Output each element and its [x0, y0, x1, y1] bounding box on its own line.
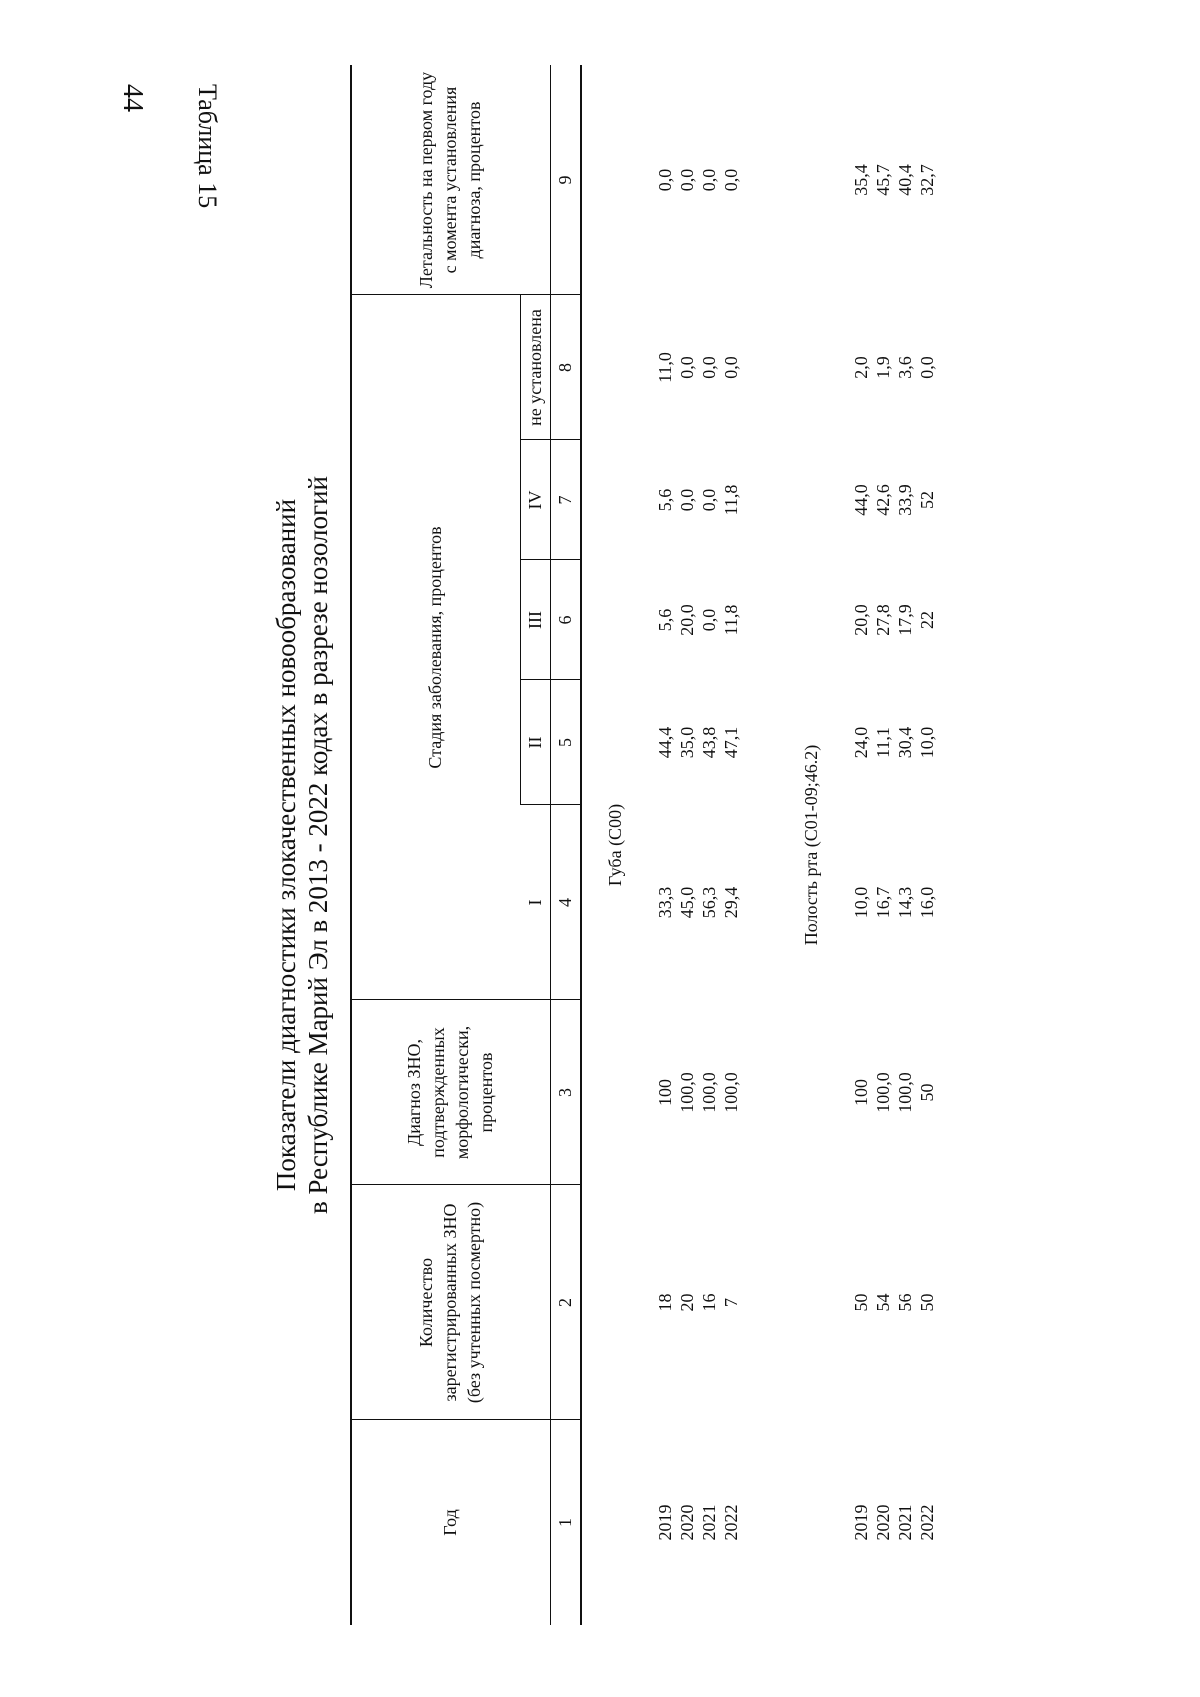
stage-III-cell: 20,0 — [677, 604, 697, 636]
stage-II-cell: 11,1 — [873, 727, 893, 758]
stage-I-cell: 45,0 — [677, 886, 697, 919]
stage-IV-cell: 0,0 — [699, 488, 719, 512]
stage-III-cell: 27,8 — [873, 604, 893, 636]
stage-IV-cell: 11,8 — [721, 484, 741, 516]
year-cell: 2019 — [655, 1504, 675, 1541]
table-label: Таблица 15 — [193, 84, 222, 209]
morph-cell: 100,0 — [873, 1072, 893, 1113]
table-cell — [654, 680, 742, 805]
morph-cell: 100 — [851, 1079, 871, 1106]
stage-IV-cell: 5,6 — [655, 488, 675, 512]
header-stage: Стадия заболевания, процентов — [425, 526, 445, 769]
stage-unknown-cell: 3,6 — [895, 356, 915, 379]
header-year: Год — [440, 1509, 460, 1536]
registered-cell: 56 — [895, 1293, 915, 1312]
table-cell — [850, 295, 938, 440]
year-cell: 2020 — [873, 1504, 893, 1541]
stage-II-cell: 43,8 — [699, 726, 719, 759]
page-title — [270, 65, 334, 1625]
lethality-cell: 32,7 — [917, 164, 937, 196]
stage-unknown-cell: 0,0 — [677, 356, 697, 379]
stage-unknown-cell: 2,0 — [851, 356, 871, 379]
morph-cell: 100,0 — [677, 1072, 697, 1113]
table-cell — [654, 65, 742, 295]
stage-unknown-cell: 1,9 — [873, 356, 893, 379]
table-cell — [654, 295, 742, 440]
col-number-6: 6 — [555, 615, 575, 625]
lethality-cell: 35,4 — [851, 164, 871, 196]
header-stage-IV: IV — [525, 490, 545, 510]
header-registered: Количество зарегистрированных ЗНО (без учтенных посмертно) — [416, 1201, 484, 1404]
title-line-2: в Республике Марий Эл в 2013 - 2022 кодах в разрезе нозологий — [303, 476, 333, 1214]
lethality-cell: 45,7 — [873, 164, 893, 196]
stage-III-cell: 0,0 — [699, 608, 719, 632]
stage-IV-cell: 33,9 — [895, 484, 915, 516]
stage-I-cell: 29,4 — [721, 886, 741, 919]
registered-cell: 7 — [721, 1298, 741, 1307]
lethality-cell: 40,4 — [895, 164, 915, 196]
stage-unknown-cell: 11,0 — [655, 352, 675, 383]
morph-cell: 50 — [917, 1083, 937, 1102]
table-cell — [850, 1185, 938, 1420]
stage-III-cell: 17,9 — [895, 604, 915, 636]
table-cell — [654, 1420, 742, 1625]
year-cell: 2022 — [917, 1504, 937, 1541]
header-stage-III: III — [525, 611, 545, 629]
col-number-8: 8 — [555, 363, 575, 372]
stage-IV-cell: 52 — [917, 491, 937, 509]
morph-cell: 100 — [655, 1079, 675, 1106]
year-cell: 2019 — [851, 1504, 871, 1541]
stage-III-cell: 5,6 — [655, 608, 675, 632]
registered-cell: 18 — [655, 1293, 675, 1312]
stage-I-cell: 16,0 — [917, 886, 937, 919]
morph-cell: 100,0 — [721, 1072, 741, 1113]
table-cell — [654, 805, 742, 1000]
stage-II-cell: 10,0 — [917, 726, 937, 759]
morph-cell: 100,0 — [895, 1072, 915, 1113]
year-cell: 2021 — [895, 1504, 915, 1541]
table-cell — [654, 1185, 742, 1420]
header-morphological: Диагноз ЗНО, подтвержденных морфологически, процентов — [404, 1025, 496, 1160]
stage-II-cell: 30,4 — [895, 726, 915, 759]
section-title-oral-cavity: Полость рта (С01-09;46.2) — [801, 744, 821, 946]
registered-cell: 20 — [677, 1293, 697, 1312]
lethality-cell: 0,0 — [655, 168, 675, 192]
stage-III-cell: 22 — [917, 611, 937, 629]
table-cell — [654, 440, 742, 560]
registered-cell: 50 — [917, 1293, 937, 1312]
table-cell — [654, 560, 742, 680]
registered-cell: 16 — [699, 1293, 719, 1312]
stage-I-cell: 14,3 — [895, 886, 915, 919]
column-number-bottom-rule — [580, 65, 582, 1625]
table-cell — [850, 65, 938, 295]
stage-II-cell: 44,4 — [655, 726, 675, 759]
lethality-cell: 0,0 — [721, 168, 741, 192]
col-number-7: 7 — [555, 495, 575, 505]
header-lethality: Летальность на первом году с момента установления диагноза, процентов — [416, 71, 484, 289]
col-number-3: 3 — [555, 1088, 575, 1097]
section-title-lip: Губа (С00) — [605, 803, 625, 887]
table-cell — [850, 440, 938, 560]
header-stage-unknown: не установлена — [525, 309, 545, 426]
registered-cell: 54 — [873, 1293, 893, 1312]
stage-unknown-cell: 0,0 — [721, 356, 741, 379]
stage-III-cell: 11,8 — [721, 604, 741, 636]
stage-I-cell: 56,3 — [699, 886, 719, 919]
morph-cell: 100,0 — [699, 1072, 719, 1113]
stage-IV-cell: 42,6 — [873, 484, 893, 516]
stage-II-cell: 24,0 — [851, 726, 871, 759]
registered-cell: 50 — [851, 1293, 871, 1312]
table-cell — [850, 1420, 938, 1625]
stage-unknown-cell: 0,0 — [917, 356, 937, 379]
col-number-4: 4 — [555, 898, 575, 907]
header-stage-I: I — [525, 899, 545, 906]
col-divider-2 — [350, 1184, 580, 1185]
year-cell: 2020 — [677, 1504, 697, 1541]
stage-I-cell: 16,7 — [873, 886, 893, 919]
stage-unknown-cell: 0,0 — [699, 356, 719, 379]
stage-II-cell: 35,0 — [677, 726, 697, 759]
col-number-2: 2 — [555, 1298, 575, 1307]
page-number: 44 — [117, 84, 148, 112]
stage-IV-cell: 44,0 — [851, 484, 871, 516]
stage-I-cell: 10,0 — [851, 886, 871, 919]
stage-II-cell: 47,1 — [721, 726, 741, 759]
header-stage-II: II — [525, 736, 545, 749]
stage-I-cell: 33,3 — [655, 886, 675, 919]
rotated-document — [270, 65, 990, 1625]
table-cell — [850, 805, 938, 1000]
col-number-5: 5 — [555, 738, 575, 747]
table-cell — [654, 1000, 742, 1185]
table-cell — [850, 560, 938, 680]
lethality-cell: 0,0 — [699, 168, 719, 192]
table-cell — [850, 1000, 938, 1185]
year-cell: 2022 — [721, 1504, 741, 1541]
year-cell: 2021 — [699, 1504, 719, 1541]
col-number-9: 9 — [555, 175, 575, 185]
lethality-cell: 0,0 — [677, 168, 697, 192]
col-number-1: 1 — [555, 1518, 575, 1527]
table-cell — [850, 680, 938, 805]
stage-IV-cell: 0,0 — [677, 488, 697, 512]
title-line-1: Показатели диагностики злокачественных новообразований — [271, 498, 301, 1192]
stage-III-cell: 20,0 — [851, 604, 871, 636]
